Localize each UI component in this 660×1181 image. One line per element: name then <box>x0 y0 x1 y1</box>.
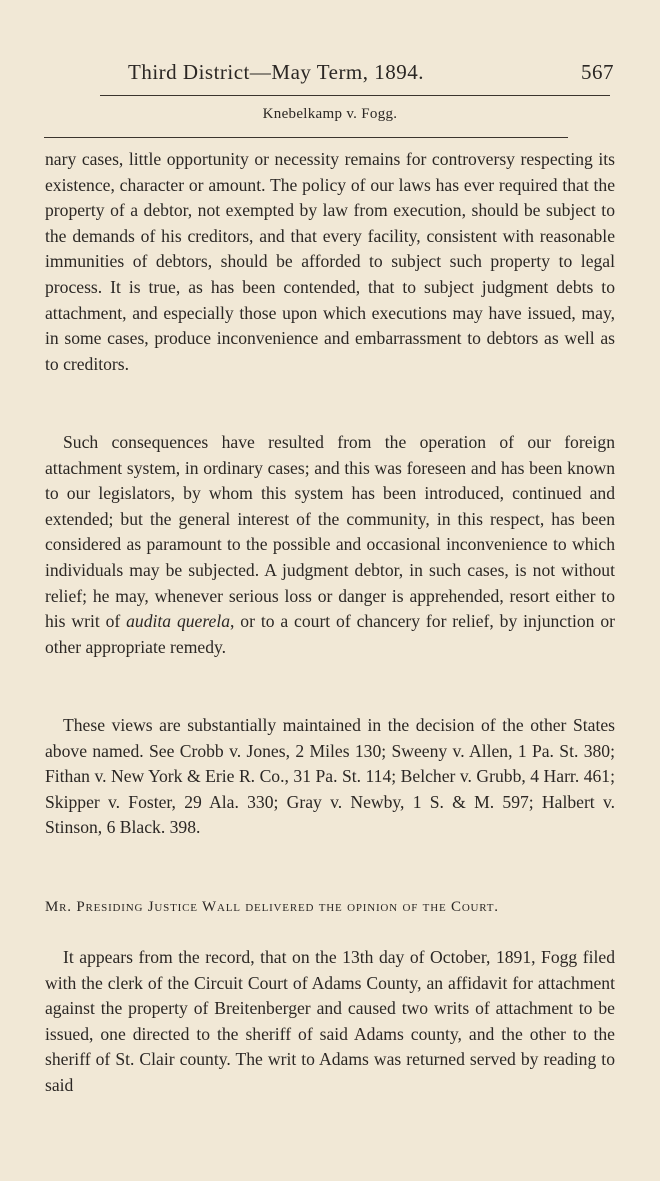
case-name: Knebelkamp v. Fogg. <box>262 106 398 122</box>
page-number: 567 <box>581 60 614 84</box>
paragraph-2-text-b: , or to a court of chancery for relief, by injunction or other appropriate remedy. <box>45 611 615 657</box>
running-head <box>128 60 614 90</box>
paragraph-2 <box>45 430 615 660</box>
opinion-caption: Mr. Presiding Justice Wall delivered the opinion of the Court. <box>45 899 499 915</box>
running-title: Third District—May Term, 1894. <box>128 60 425 84</box>
paragraph-2-text-a: Such consequences have resulted from the operation of our foreign attachment system, in ordinary cases; and this was foreseen and has been known to our legislators, by whom this system has been introduced, continued and extended; but the general interest of the community, in this respect, has been considered as paramount to the possible and occasional inconvenience to which individuals may be subjected. A judgment debtor, in such cases, is not without relief; he may, whenever serious loss or danger is apprehended, resort either to his writ of <box>45 432 615 632</box>
paragraph-4: It appears from the record, that on the 13th day of October, 1891, Fogg filed with the clerk of the Circuit Court of Adams County, an affidavit for attachment against the property of Breitenberger and caused two writs of attachment to be issued, one directed to the sheriff of said Adams county, and the other to the sheriff of St. Clair county. The writ to Adams was returned served by reading to said <box>45 947 615 1095</box>
case-name-rule <box>44 137 568 138</box>
paragraph-3: These views are substantially maintained in the decision of the other States above named. See Crobb v. Jones, 2 Miles 130; Sweeny v. Allen, 1 Pa. St. 380; Fithan v. New York & Erie R. Co., 31 Pa. St. 114; Belcher v. Grubb, 4 Harr. 461; Skipper v. Foster, 29 Ala. 330; Gray v. Newby, 1 S. & M. 597; Halbert v. Stinson, 6 Black. 398. <box>45 715 615 838</box>
paragraph-1: nary cases, little opportunity or necessity remains for controversy respecting its existence, character or amount. The policy of our laws has ever required that the property of a debtor, not exempted by law from execution, should be subject to the demands of his creditors, and that every facility, consistent with reasonable immunities of debtors, should be afforded to subject such property to legal process. It is true, as has been contended, that to subject judgment debts to attachment, and especially those upon which executions may have issued, may, in some cases, produce inconvenience and embarrassment to debtors as well as to creditors. <box>45 149 615 374</box>
paragraph-2-italic-term: audita querela <box>126 611 231 632</box>
top-rule <box>100 95 610 96</box>
